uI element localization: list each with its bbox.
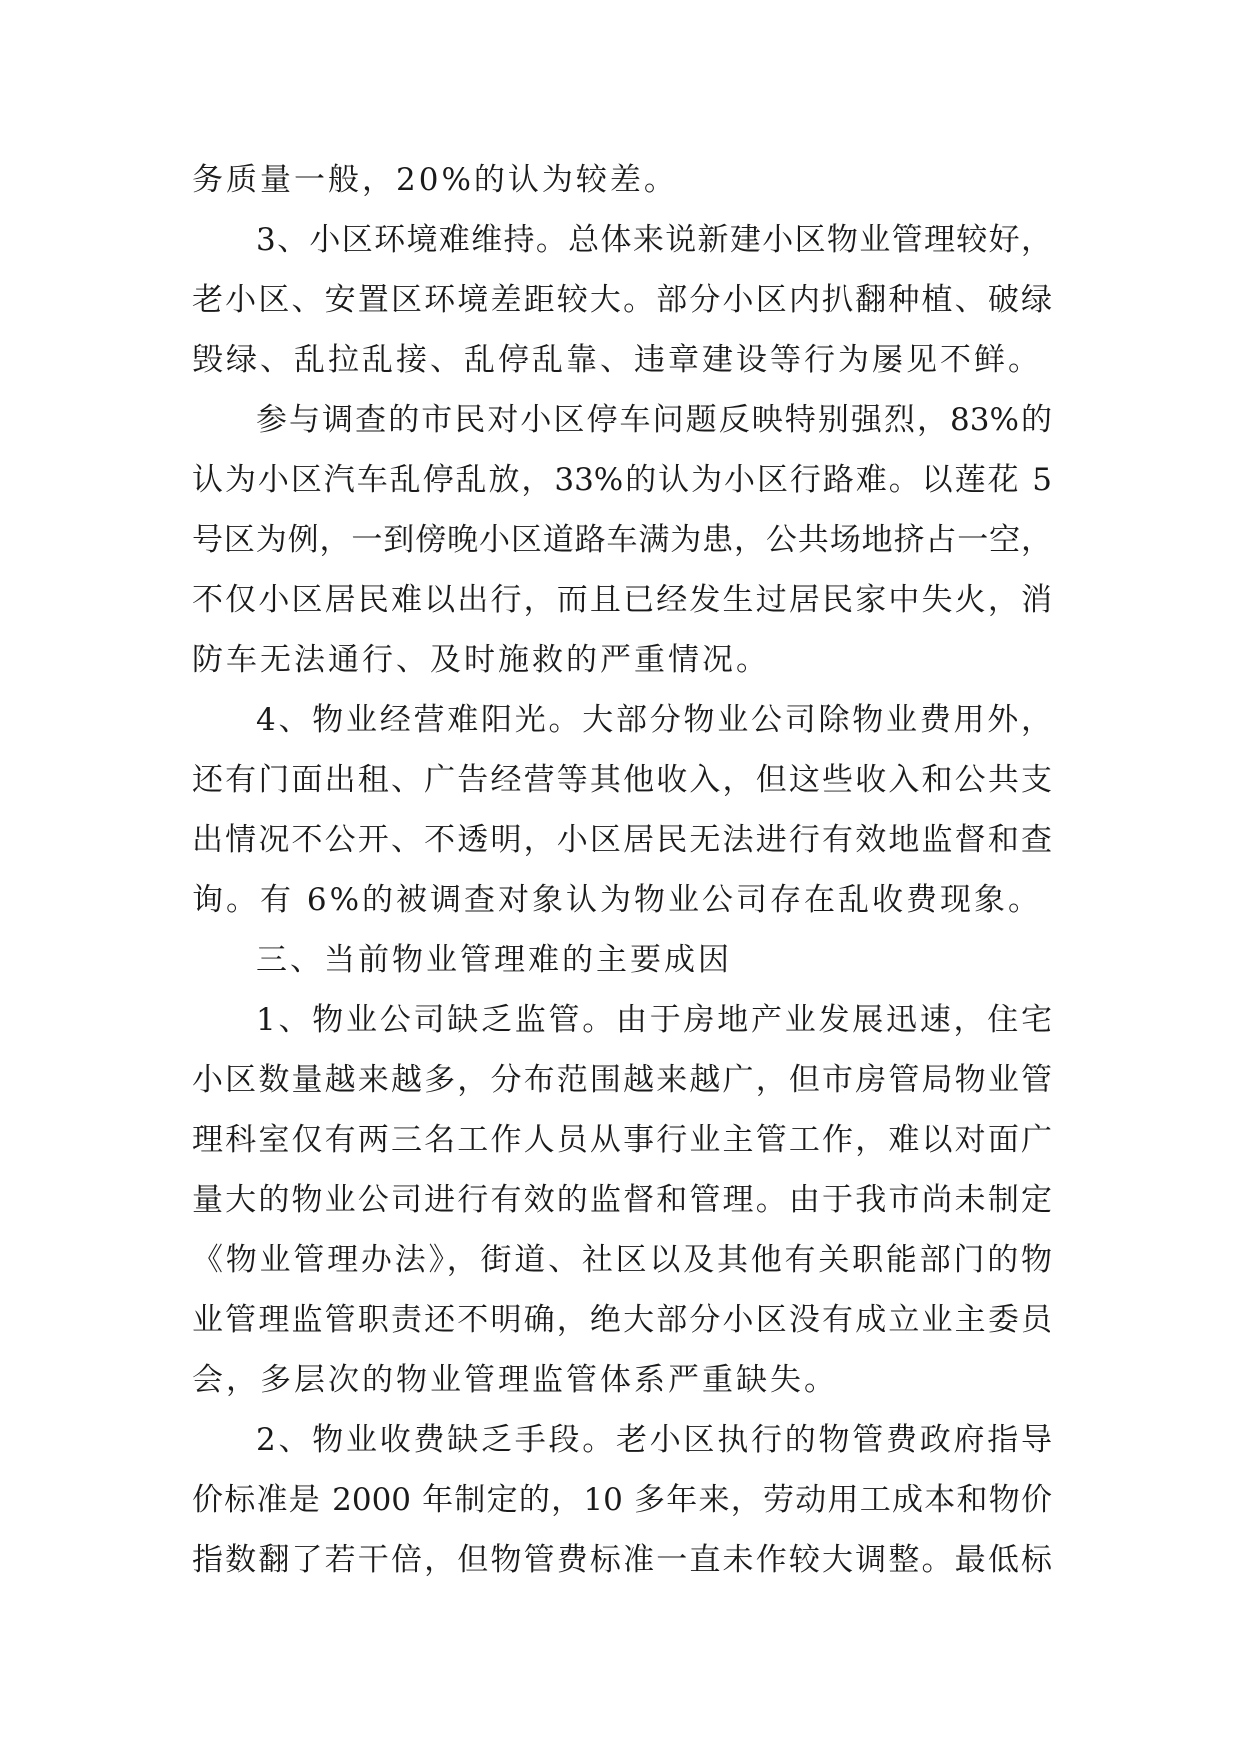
text-line: 防车无法通行、及时施救的严重情况。: [192, 642, 770, 678]
text-line: 询。有 6%的被调查对象认为物业公司存在乱收费现象。: [192, 882, 1043, 918]
text-line: 1、物业公司缺乏监管。由于房地产业发展迅速，住宅: [256, 1002, 1052, 1038]
text-line: 《物业管理办法》，街道、社区以及其他有关职能部门的物: [192, 1242, 1052, 1278]
text-line: 量大的物业公司进行有效的监督和管理。由于我市尚未制定: [192, 1182, 1052, 1218]
text-line: 理科室仅有两三名工作人员从事行业主管工作，难以对面广: [192, 1122, 1052, 1158]
text-line: 小区数量越来越多，分布范围越来越广，但市房管局物业管: [192, 1062, 1052, 1098]
text-line: 会，多层次的物业管理监管体系严重缺失。: [192, 1362, 838, 1398]
text-line: 3、小区环境难维持。总体来说新建小区物业管理较好，: [256, 222, 1052, 258]
text-line: 价标准是 2000 年制定的，10 多年来，劳动用工成本和物价: [192, 1482, 1052, 1518]
text-line: 务质量一般，20%的认为较差。: [192, 162, 678, 198]
text-line: 老小区、安置区环境差距较大。部分小区内扒翻种植、破绿: [192, 282, 1052, 318]
text-line: 不仅小区居民难以出行，而且已经发生过居民家中失火，消: [192, 582, 1052, 618]
text-line: 还有门面出租、广告经营等其他收入，但这些收入和公共支: [192, 762, 1052, 798]
text-line: 参与调查的市民对小区停车问题反映特别强烈，83%的: [256, 402, 1052, 438]
text-line: 指数翻了若干倍，但物管费标准一直未作较大调整。最低标: [192, 1542, 1052, 1578]
text-line: 认为小区汽车乱停乱放，33%的认为小区行路难。以莲花 5: [192, 462, 1052, 498]
text-line: 号区为例，一到傍晚小区道路车满为患，公共场地挤占一空，: [192, 522, 1052, 558]
text-line: 2、物业收费缺乏手段。老小区执行的物管费政府指导: [256, 1422, 1052, 1458]
text-line: 4、物业经营难阳光。大部分物业公司除物业费用外，: [256, 702, 1052, 738]
text-line: 毁绿、乱拉乱接、乱停乱靠、违章建设等行为屡见不鲜。: [192, 342, 1042, 378]
text-line: 业管理监管职责还不明确，绝大部分小区没有成立业主委员: [192, 1302, 1052, 1338]
body-text: [192, 150, 1052, 1590]
text-line: 出情况不公开、不透明，小区居民无法进行有效地监督和查: [192, 822, 1052, 858]
section-heading: 三、当前物业管理难的主要成因: [256, 942, 732, 978]
